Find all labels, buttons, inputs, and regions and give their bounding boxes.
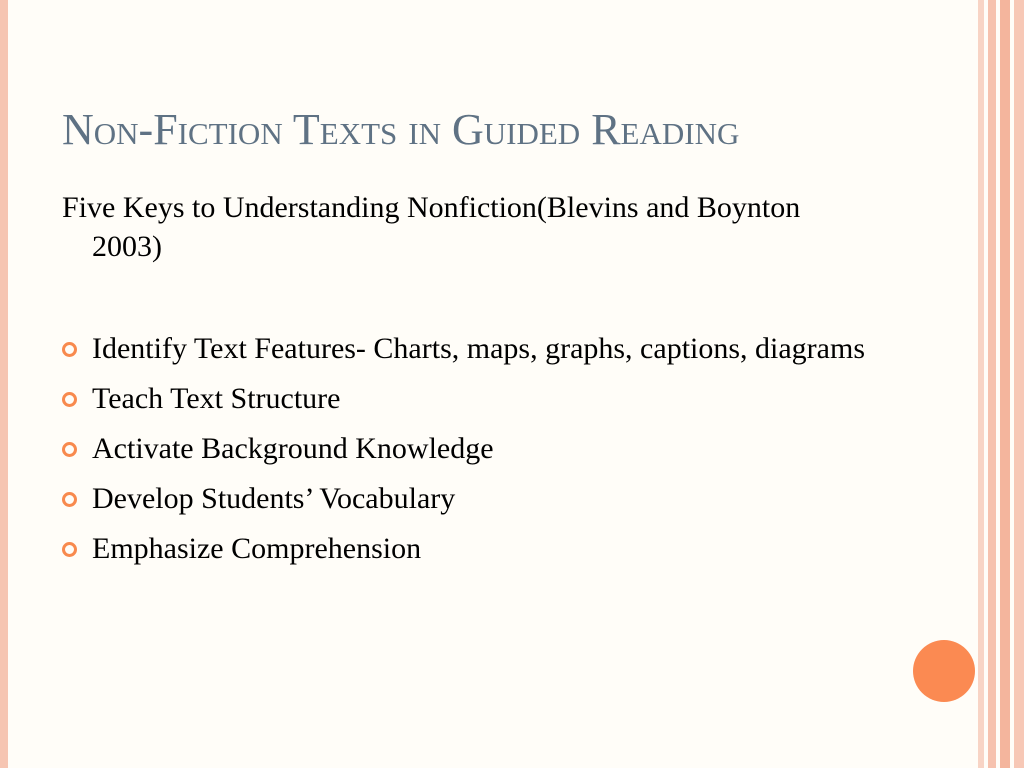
list-item-text: Teach Text Structure (92, 382, 341, 415)
hollow-circle-bullet-icon (62, 542, 77, 557)
stripe (1000, 0, 1010, 768)
stripe (1014, 0, 1024, 768)
list-item-text: Activate Background Knowledge (92, 432, 494, 465)
left-border-stripe (0, 0, 8, 768)
slide-title: Non-Fiction Texts in Guided Reading (62, 105, 740, 154)
hollow-circle-bullet-icon (62, 392, 77, 407)
stripe (978, 0, 984, 768)
hollow-circle-bullet-icon (62, 492, 77, 507)
orange-circle-icon (913, 640, 975, 702)
list-item (62, 429, 882, 468)
stripe (988, 0, 996, 768)
right-border-stripes (978, 0, 1024, 768)
hollow-circle-bullet-icon (62, 442, 77, 457)
list-item (62, 379, 882, 418)
list-item-text: Emphasize Comprehension (92, 532, 422, 565)
list-item (62, 329, 882, 368)
list-item (62, 529, 882, 568)
list-item-text: Develop Students’ Vocabulary (92, 482, 456, 515)
intro-text: Five Keys to Understanding Nonfiction(Blevins and Boynton 2003) (62, 191, 801, 263)
bullet-list (62, 329, 882, 579)
list-item (62, 479, 882, 518)
list-item-text: Identify Text Features- Charts, maps, graphs, captions, diagrams (92, 332, 865, 365)
hollow-circle-bullet-icon (62, 342, 77, 357)
